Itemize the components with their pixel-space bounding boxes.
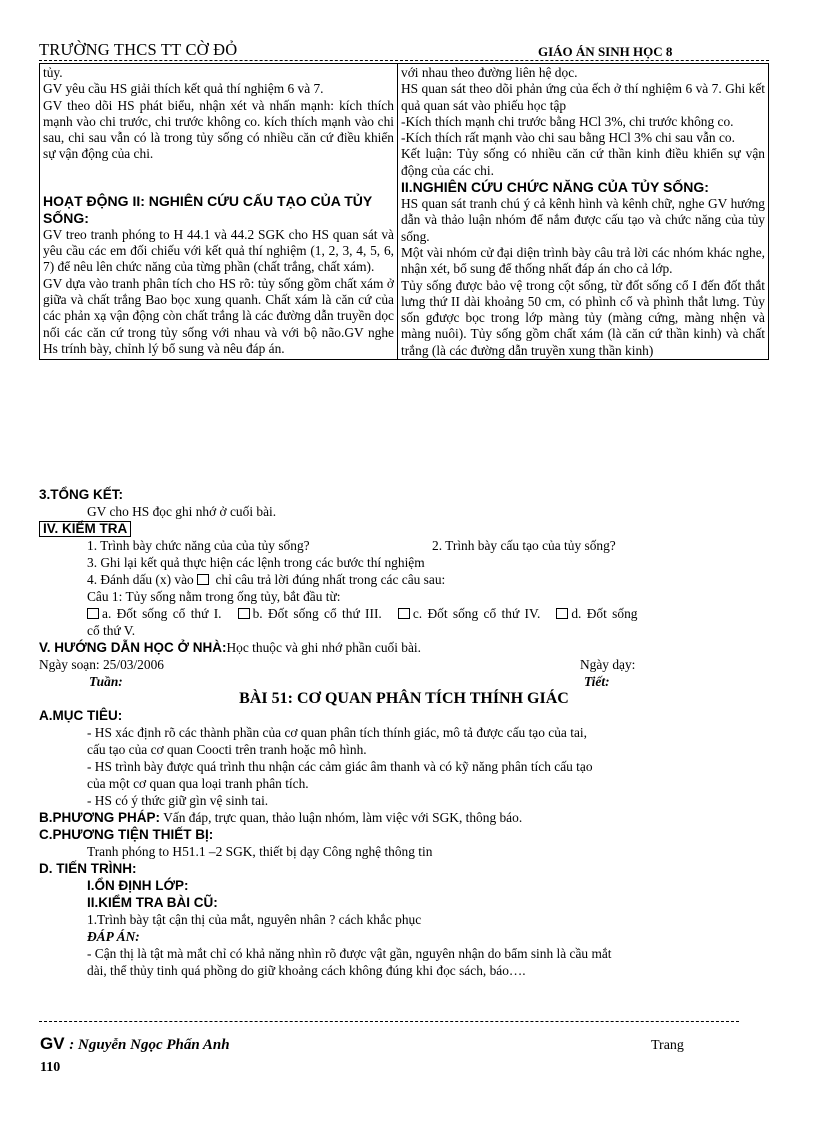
- goal-2-cont: của một cơ quan qua loại tranh phân tích.: [87, 776, 309, 791]
- tools-text: Tranh phóng to H51.1 –2 SGK, thiết bị dạy Công nghệ thông tin: [87, 844, 433, 859]
- tools-heading: C.PHƯƠNG TIỆN THIẾT BỊ:: [39, 827, 214, 842]
- week-label: Tuần:: [89, 674, 123, 689]
- question-4: 4. Đánh dấu (x) vào: [87, 572, 194, 587]
- homework-text: Học thuộc và ghi nhớ phần cuối bài.: [226, 640, 422, 655]
- right-text: HS quan sát tranh chú ý cả kênh hình và kênh chữ, nghe GV hướng dẫn và thảo luận nhóm để nắm được cấu tạo và chức năng của tủy sống.: [401, 196, 765, 244]
- date-teach: Ngày dạy:: [580, 657, 636, 672]
- process-heading: D. TIẾN TRÌNH:: [39, 861, 137, 876]
- question-3: 3. Ghi lại kết quả thực hiện các lệnh trong các bước thí nghiệm: [87, 555, 425, 570]
- answer-line-2: dài, thể thủy tinh quá phồng do giữ khoảng cách không đúng khi đọc sách, báo….: [87, 963, 526, 978]
- right-text: HS quan sát theo dõi phản ứng của ếch ở thí nghiệm 6 và 7. Ghi kết quả quan sát vào phiếu học tập: [401, 81, 765, 113]
- question-2: 2. Trình bày cấu tạo của tủy sống?: [432, 538, 616, 553]
- step-2: II.KIỂM TRA BÀI CŨ:: [87, 895, 218, 910]
- page-label: Trang: [651, 1038, 684, 1053]
- goal-3: - HS có ý thức giữ gìn vệ sinh tai.: [87, 793, 269, 808]
- method-text: Vấn đáp, trực quan, thảo luận nhóm, làm việc với SGK, thông báo.: [163, 810, 523, 825]
- checkbox-b[interactable]: [238, 608, 250, 619]
- right-text: -Kích thích rất mạnh vào chi sau bằng HCl 3% chi sau vẫn co.: [401, 130, 735, 146]
- step-1: I.ỔN ĐỊNH LỚP:: [87, 878, 189, 893]
- goal-1: - HS xác định rõ các thành phần của cơ quan phân tích thính giác, mô tả được cấu tạo của tai,: [87, 725, 587, 740]
- option-b: b. Đốt sống cổ thứ III.: [252, 606, 382, 621]
- old-question: 1.Trình bày tật cận thị của mắt, nguyên nhân ? cách khắc phục: [87, 912, 422, 927]
- subject-title: GIÁO ÁN SINH HỌC 8: [538, 44, 673, 59]
- checkbox-c[interactable]: [398, 608, 410, 619]
- right-text: Kết luận: Tủy sống có nhiều căn cứ thần kinh điều khiển sự vận động của các chi.: [401, 146, 765, 178]
- teacher-name: : Nguyễn Ngọc Phấn Anh: [69, 1037, 230, 1053]
- answer-label: ĐÁP ÁN:: [87, 929, 140, 944]
- checkbox-a[interactable]: [87, 608, 99, 619]
- period-label: Tiết:: [584, 674, 610, 689]
- option-c: c. Đốt sống cổ thứ IV.: [412, 606, 541, 621]
- teacher-column: [40, 64, 398, 360]
- footer-divider: [39, 1021, 739, 1022]
- checkbox-icon: [197, 574, 209, 585]
- left-text: GV treo tranh phóng to H 44.1 và 44.2 SGK cho HS quan sát và yêu cầu các em đối chiếu với kết quả thí nghiệm (1, 2, 3, 4, 5, 6, 7) để nêu lên chức năng của từng phần (chất trắng, chất xám).: [43, 226, 394, 275]
- left-text: GV yêu cầu HS giải thích kết quả thí nghiệm 6 và 7.: [43, 81, 324, 97]
- summary-heading: 3.TỔNG KẾT:: [39, 487, 124, 502]
- question-4-rest: chỉ câu trả lời đúng nhất trong các câu sau:: [215, 572, 446, 587]
- right-text: với nhau theo đường liên hệ dọc.: [401, 65, 578, 80]
- gv-label: GV: [40, 1034, 65, 1053]
- activity-table: [39, 63, 769, 360]
- right-text: Tủy sống được bảo vệ trong cột sống, từ đốt sống cổ I đến đốt thắt lưng thứ II dài khoảng 50 cm, có phình cổ và phình thắt lưng. Tủy sốn gđược bọc trong lớp màng tủy (màng cứng, màng nhện và màng nuôi). Tủy sống gồm chất xám (là căn cứ thần kinh) và chất trắng (là các đường dẫn truyền xung thần kinh): [401, 277, 765, 358]
- activity-2-heading: HOẠT ĐỘNG II: NGHIÊN CỨU CẤU TẠO CỦA TỦY SỐNG:: [43, 192, 372, 226]
- answer-line-1: - Cận thị là tật mà mắt chỉ có khả năng nhìn rõ được vật gần, nguyên nhận do bẩm sinh là cầu mắt: [87, 946, 612, 961]
- summary-text: GV cho HS đọc ghi nhớ ở cuối bài.: [87, 504, 277, 519]
- header-divider: [39, 60, 769, 61]
- question-c1: Câu 1: Tủy sống nằm trong ống tủy, bắt đầu từ:: [87, 589, 341, 604]
- page-number: 110: [40, 1060, 61, 1075]
- lesson-body: [39, 486, 769, 979]
- left-text: tủy.: [43, 65, 63, 80]
- option-d-cont: cổ thứ V.: [87, 623, 136, 638]
- goals-heading: A.MỤC TIÊU:: [39, 708, 123, 723]
- left-text: GV dựa vào tranh phân tích cho HS rõ: tủy sống gồm chất xám ở giữa và chất trắng Bao bọc xung quanh. Chất xám là căn cứ của các phản xạ vận động còn chất trắng là các đường dẫn truyền dọc nối các căn cứ trong tủy sống với nhau và với bộ não.GV nghe Hs trính bày, chỉnh lý bổ sung và nêu đáp án.: [43, 275, 394, 356]
- right-text: -Kích thích mạnh chi trước bằng HCl 3%, chi trước không co.: [401, 113, 734, 129]
- check-heading: IV. KIỂM TRA: [39, 521, 131, 537]
- option-a: a. Đốt sống cổ thứ I.: [102, 606, 222, 621]
- lesson-title: BÀI 51: CƠ QUAN PHÂN TÍCH THÍNH GIÁC: [239, 690, 569, 707]
- question-1: 1. Trình bày chức năng của của tủy sống?: [87, 538, 310, 553]
- right-text: Một vài nhóm cử đại diện trình bày câu trả lời các nhóm khác nghe, nhận xét, bổ sung để thống nhất đáp án cho cả lớp.: [401, 244, 765, 277]
- goal-1-cont: cấu tạo của cơ quan Coocti trên tranh hoặc mô hình.: [87, 742, 367, 757]
- footer-teacher: [40, 1034, 230, 1054]
- student-column: [398, 64, 769, 360]
- section-2-heading: II.NGHIÊN CỨU CHỨC NĂNG CỦA TỦY SỐNG:: [401, 179, 709, 196]
- checkbox-d[interactable]: [556, 608, 568, 619]
- homework-heading: V. HƯỚNG DẪN HỌC Ở NHÀ:: [39, 640, 227, 655]
- method-heading: B.PHƯƠNG PHÁP:: [39, 810, 160, 825]
- option-d: d. Đốt sống: [571, 606, 638, 621]
- goal-2: - HS trình bày được quá trình thu nhận các cảm giác âm thanh và có kỹ năng phân tích cấu tạo: [87, 759, 593, 774]
- school-name: TRƯỜNG THCS TT CỜ ĐỎ: [39, 40, 238, 59]
- date-prepared: Ngày soạn: 25/03/2006: [39, 657, 164, 672]
- left-text: GV theo dõi HS phát biểu, nhận xét và nhấn mạnh: kích thích mạnh vào chi trước, chi trước không co. kích thích mạnh vào chi sau, chi sau vẫn có là trong tủy sống có nhiều căn cứ điều khiển sự vận động của chi.: [43, 97, 394, 162]
